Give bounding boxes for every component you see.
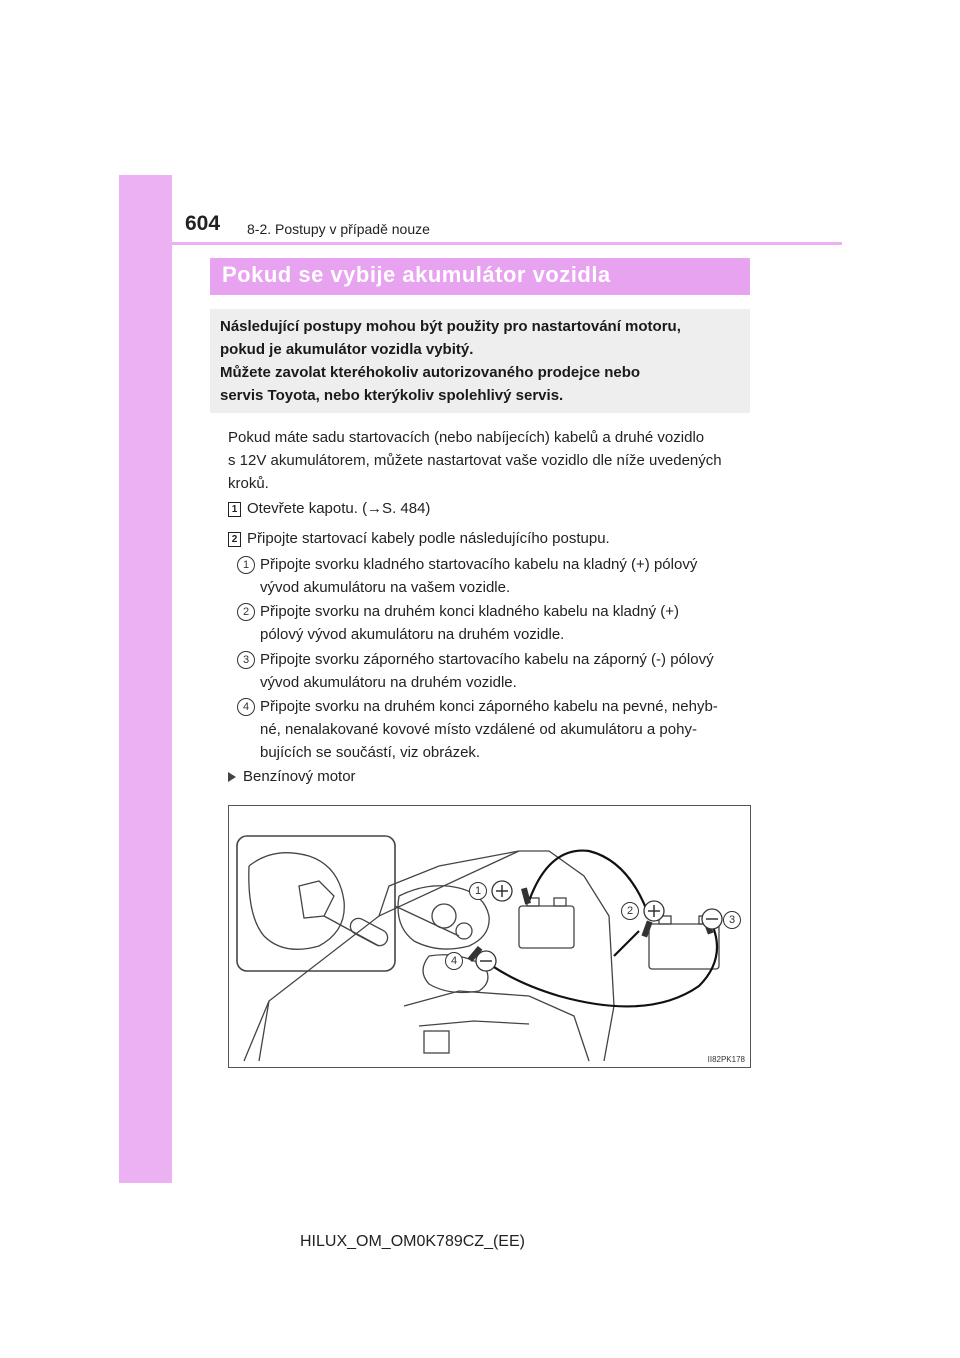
section-title-bar [210,258,750,295]
step-2-text: Připojte startovací kabely podle následujícího postupu. [247,530,610,547]
substep-number-circle: 2 [237,603,255,621]
paragraph-line: s 12V akumulátorem, můžete nastartovat vaše vozidlo dle níže uvedených [228,452,722,469]
figure-callout: 4 [445,952,463,970]
substep-number-circle: 4 [237,698,255,716]
substep-number-circle: 1 [237,556,255,574]
figure-callout: 1 [469,882,487,900]
substep-text: Připojte svorku na druhém konci kladného kabelu na kladný (+) [260,603,679,620]
bullet-triangle-icon [228,772,236,782]
chapter-heading: 8-2. Postupy v případě nouze [247,221,430,237]
section-title: Pokud se vybije akumulátor vozidla [222,262,611,287]
figure-callout: 3 [723,911,741,929]
intro-line: Následující postupy mohou být použity pro nastartování motoru, [220,318,681,335]
paragraph-line: kroků. [228,475,269,492]
page-number: 604 [185,212,221,235]
substep-text: bujících se součástí, viz obrázek. [260,744,481,761]
substep-text: Připojte svorku záporného startovacího kabelu na záporný (-) pólový [260,651,714,668]
paragraph-line: Pokud máte sadu startovacích (nebo nabíjecích) kabelů a druhé vozidlo [228,429,705,446]
step-number-box: 2 [228,532,241,547]
substep-number-circle: 3 [237,651,255,669]
intro-line: servis Toyota, nebo kterýkoliv spolehlivý servis. [220,387,564,404]
figure-callout: 2 [621,902,639,920]
substep-text: Připojte svorku na druhém konci záporného kabelu na pevné, nehyb- [260,698,718,715]
document-footer: HILUX_OM_OM0K789CZ_(EE) [300,1233,525,1250]
bullet-label: Benzínový motor [243,768,356,785]
engine-bay-illustration [228,805,751,1068]
substep-text: Připojte svorku kladného startovacího kabelu na kladný (+) pólový [260,556,698,573]
substep-text: né, nenalakované kovové místo vzdálené od akumulátoru a pohy- [260,721,697,738]
substep-text: vývod akumulátoru na vašem vozidle. [260,579,511,596]
figure-code: II82PK178 [707,1055,745,1064]
jump-start-diagram [229,806,750,1067]
substep-text: vývod akumulátoru na druhém vozidle. [260,674,517,691]
header-rule [172,242,842,245]
intro-line: Můžete zavolat kteréhokoliv autorizovaného prodejce nebo [220,364,641,381]
step-1-text: Otevřete kapotu. (→S. 484) [247,500,431,517]
side-tab [119,175,172,1183]
intro-line: pokud je akumulátor vozidla vybitý. [220,341,474,358]
step-number-box: 1 [228,502,241,517]
intro-box [210,309,750,413]
substep-text: pólový vývod akumulátoru na druhém vozidle. [260,626,565,643]
